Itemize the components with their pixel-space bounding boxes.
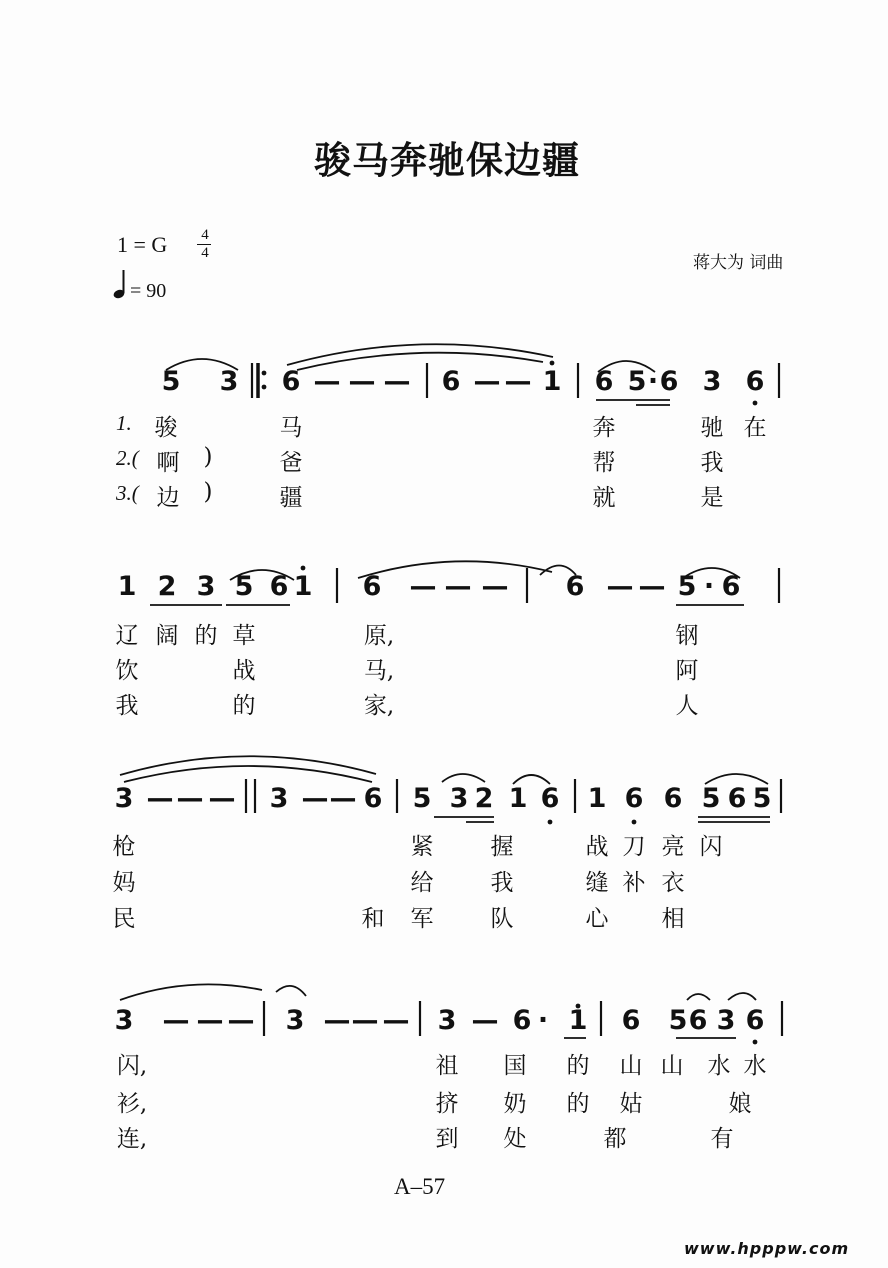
note: 1 xyxy=(542,366,562,397)
lyric: 缝 xyxy=(585,870,609,896)
lyric: 疆 xyxy=(279,485,303,511)
slur xyxy=(276,986,306,996)
lyric: 我 xyxy=(115,693,139,719)
lyric: 国 xyxy=(503,1053,527,1079)
note: 6 xyxy=(727,783,747,814)
note: 1 xyxy=(508,783,528,814)
lyric: 马, xyxy=(363,658,395,684)
note: 6 xyxy=(512,1005,532,1036)
lyric: 战 xyxy=(585,834,609,860)
dash: — xyxy=(504,366,532,397)
dash: — xyxy=(329,783,357,814)
slur xyxy=(287,344,553,365)
lyric: 的 xyxy=(566,1053,590,1079)
slur xyxy=(124,766,372,782)
dash: — xyxy=(348,366,376,397)
song-title: 骏马奔驰保边疆 xyxy=(314,139,580,182)
lyric: 队 xyxy=(490,906,514,932)
dash: — xyxy=(409,571,437,602)
note: 6 xyxy=(269,571,289,602)
lyric: ) xyxy=(203,444,213,470)
lyric: 爸 xyxy=(279,450,303,476)
lyric: 姑 xyxy=(619,1091,643,1117)
note: 3 xyxy=(114,783,134,814)
note: 3 xyxy=(437,1005,457,1036)
lyric: 有 xyxy=(710,1126,734,1152)
lyric: 娘 xyxy=(728,1091,752,1117)
dash: — xyxy=(606,571,634,602)
slur xyxy=(728,993,756,1000)
note: 5 xyxy=(627,366,647,397)
note: 6 xyxy=(281,366,301,397)
page-number: A–57 xyxy=(394,1174,446,1199)
dash: — xyxy=(208,783,236,814)
dash: — xyxy=(471,1005,499,1036)
lyric: 阿 xyxy=(675,658,699,684)
lyric: 处 xyxy=(503,1126,527,1152)
note: 6 xyxy=(540,783,560,814)
lyric: 握 xyxy=(490,834,514,860)
lyric: 心 xyxy=(585,906,609,932)
lyric: 山 xyxy=(619,1053,643,1079)
time-signature-bottom: 4 xyxy=(201,245,209,261)
dash: — xyxy=(638,571,666,602)
lyric: 军 xyxy=(410,906,434,932)
note: 5 xyxy=(412,783,432,814)
lyric: 的 xyxy=(566,1091,590,1117)
lyric: 民 xyxy=(112,906,136,932)
note: 6 xyxy=(688,1005,708,1036)
dash: — xyxy=(481,571,509,602)
note: 6 xyxy=(594,366,614,397)
lyric: 阔 xyxy=(155,623,179,649)
lyric: 战 xyxy=(232,658,256,684)
note: 5 xyxy=(677,571,697,602)
lyric: 闪, xyxy=(116,1053,148,1079)
note: 1 xyxy=(568,1005,588,1036)
lyric: 奶 xyxy=(503,1091,527,1117)
lyric: ) xyxy=(203,479,213,505)
key-signature: 1 = G xyxy=(117,232,168,257)
lyric: 相 xyxy=(661,906,685,932)
lyric: 枪 xyxy=(112,834,136,860)
note: 6 xyxy=(565,571,585,602)
lyric: 就 xyxy=(592,485,616,511)
lyric: 驰 xyxy=(700,415,724,441)
lyric: 给 xyxy=(410,870,434,896)
lyric: 衫, xyxy=(116,1091,148,1117)
dot: · xyxy=(703,571,715,602)
lyric: 辽 xyxy=(115,623,139,649)
lyric: 山 xyxy=(660,1053,684,1079)
time-signature-top: 4 xyxy=(201,227,209,243)
lyric: 衣 xyxy=(661,870,685,896)
dot: · xyxy=(647,366,659,397)
note: 5 xyxy=(161,366,181,397)
note: 6 xyxy=(745,366,765,397)
note: 3 xyxy=(269,783,289,814)
lyric: 钢 xyxy=(675,623,699,649)
tempo-value: = 90 xyxy=(130,280,167,302)
lyric: 在 xyxy=(743,415,767,441)
slur xyxy=(687,994,710,1000)
lyric: 草 xyxy=(232,623,256,649)
lyric: 闪 xyxy=(699,834,723,860)
lyric: 人 xyxy=(675,693,699,719)
note: 6 xyxy=(659,366,679,397)
slur xyxy=(442,774,485,782)
lyric: 原, xyxy=(363,623,395,649)
lyric: 帮 xyxy=(592,450,616,476)
lyric: 骏 xyxy=(154,415,178,441)
verse-number: 3.( xyxy=(116,481,139,505)
note: 3 xyxy=(285,1005,305,1036)
note: 3 xyxy=(219,366,239,397)
note: 1 xyxy=(293,571,313,602)
verse-number: 1. xyxy=(116,411,132,435)
note: 2 xyxy=(157,571,177,602)
note: 2 xyxy=(474,783,494,814)
lyric: 我 xyxy=(700,450,724,476)
lyric: 是 xyxy=(700,485,724,511)
lyric: 都 xyxy=(603,1126,627,1152)
lyric: 刀 xyxy=(622,834,646,860)
dash: — xyxy=(323,1005,351,1036)
note: 5 xyxy=(668,1005,688,1036)
dash: — xyxy=(313,366,341,397)
dash: — xyxy=(473,366,501,397)
dash: — xyxy=(351,1005,379,1036)
lyric: 的 xyxy=(232,693,256,719)
lyric: 马 xyxy=(279,415,303,441)
lyric: 补 xyxy=(622,870,646,896)
dash: — xyxy=(176,783,204,814)
lyric: 亮 xyxy=(661,834,685,860)
note: 6 xyxy=(621,1005,641,1036)
note: 6 xyxy=(721,571,741,602)
lyric: 连, xyxy=(116,1126,148,1152)
note: 3 xyxy=(702,366,722,397)
lyric: 水 xyxy=(707,1053,731,1079)
note: 6 xyxy=(624,783,644,814)
dash: — xyxy=(196,1005,224,1036)
lyric: 家, xyxy=(363,693,395,719)
dot: · xyxy=(537,1005,549,1036)
lyric: 啊 xyxy=(156,450,180,476)
lyric: 边 xyxy=(156,485,180,511)
note: 6 xyxy=(441,366,461,397)
lyric: 到 xyxy=(435,1126,459,1152)
note: 3 xyxy=(449,783,469,814)
dash: — xyxy=(382,1005,410,1036)
note: 5 xyxy=(752,783,772,814)
dash: — xyxy=(227,1005,255,1036)
note: 3 xyxy=(716,1005,736,1036)
note: 3 xyxy=(114,1005,134,1036)
lyric: 饮 xyxy=(115,658,139,684)
lyric: 妈 xyxy=(112,870,136,896)
lyric: 奔 xyxy=(592,415,616,441)
author-credit: 蒋大为 词曲 xyxy=(693,253,784,273)
note: 6 xyxy=(362,571,382,602)
note: 6 xyxy=(663,783,683,814)
dash: — xyxy=(146,783,174,814)
note: 5 xyxy=(701,783,721,814)
note: 1 xyxy=(587,783,607,814)
dash: — xyxy=(444,571,472,602)
dash: — xyxy=(383,366,411,397)
lyric: 我 xyxy=(490,870,514,896)
lyric: 紧 xyxy=(410,834,434,860)
lyric: 水 xyxy=(743,1053,767,1079)
note: 5 xyxy=(234,571,254,602)
dash: — xyxy=(162,1005,190,1036)
lyric: 的 xyxy=(194,623,218,649)
note: 3 xyxy=(196,571,216,602)
note: 6 xyxy=(363,783,383,814)
note: 1 xyxy=(117,571,137,602)
dash: — xyxy=(301,783,329,814)
lyric: 和 xyxy=(361,906,385,932)
lyric: 祖 xyxy=(435,1053,459,1079)
note: 6 xyxy=(745,1005,765,1036)
verse-number: 2.( xyxy=(116,446,139,470)
website-watermark: www.hpppw.com xyxy=(684,1239,850,1258)
slur xyxy=(120,984,262,1000)
lyric: 挤 xyxy=(435,1091,459,1117)
